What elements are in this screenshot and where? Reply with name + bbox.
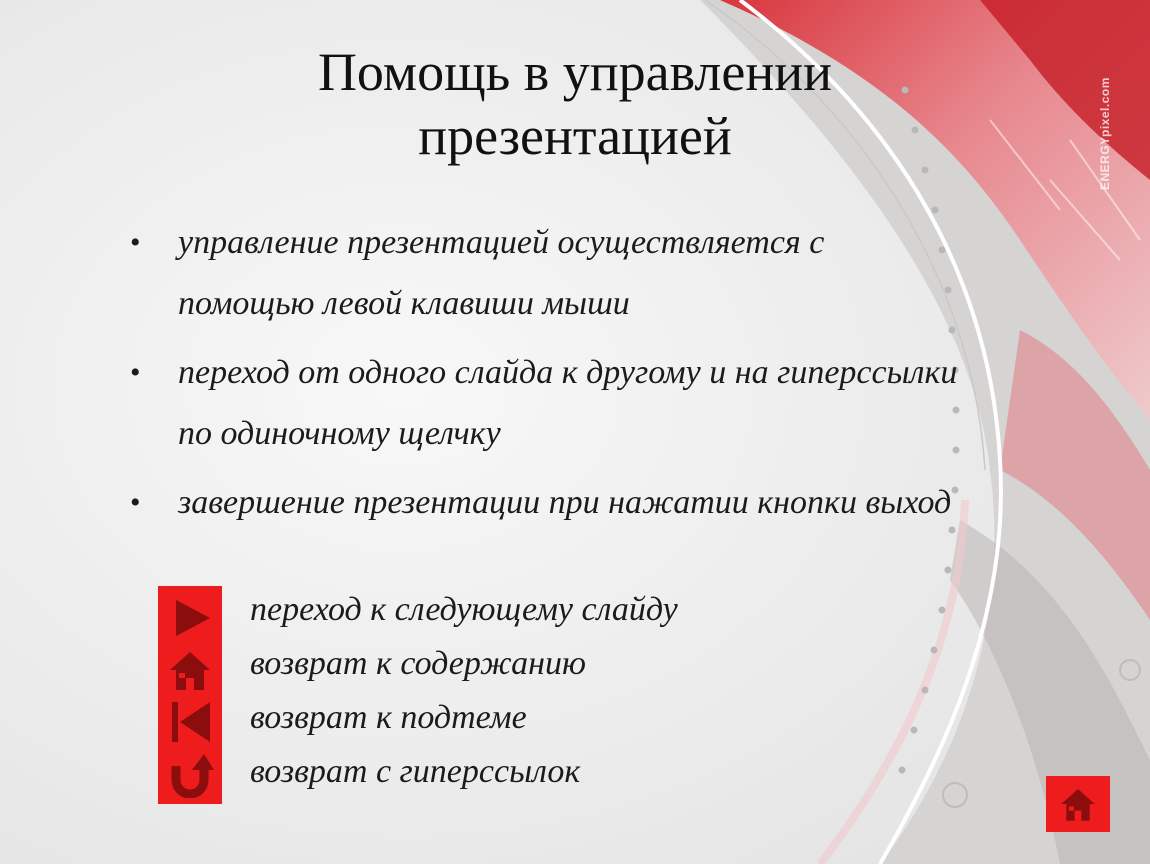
bullet-marker: • <box>130 226 141 259</box>
return-arrow-icon[interactable] <box>166 750 214 798</box>
watermark-text: ENERGYpixel.com <box>1098 77 1112 190</box>
home-icon <box>1058 782 1098 826</box>
nav-label-contents: возврат к содержанию <box>250 645 587 682</box>
play-next-icon[interactable] <box>166 594 214 642</box>
bullet-marker: • <box>130 356 141 389</box>
nav-icon-panel <box>158 586 222 804</box>
bullet-text: управление презентацией осуществляется с помощью левой клавиши мыши <box>178 224 825 322</box>
bullet-text: завершение презентации при нажатии кнопки выход <box>178 484 952 521</box>
nav-label-subtopic: возврат к подтеме <box>250 699 527 736</box>
navigation-legend <box>158 586 858 806</box>
skip-back-icon[interactable] <box>166 698 214 746</box>
bullet-text: переход от одного слайда к другому и на гиперссылки по одиночному щелчку <box>178 354 958 452</box>
slide-title: Помощь в управлении презентацией <box>317 42 833 166</box>
home-button[interactable] <box>1046 776 1110 832</box>
bullet-item <box>122 342 962 464</box>
bullet-list <box>122 212 962 541</box>
bullet-item <box>122 472 962 533</box>
home-icon[interactable] <box>166 646 214 694</box>
bullet-item <box>122 212 962 334</box>
nav-label-next-slide: переход к следующему слайду <box>250 591 678 628</box>
nav-label-hyperlinks: возврат с гиперссылок <box>250 753 581 790</box>
bullet-marker: • <box>130 486 141 519</box>
